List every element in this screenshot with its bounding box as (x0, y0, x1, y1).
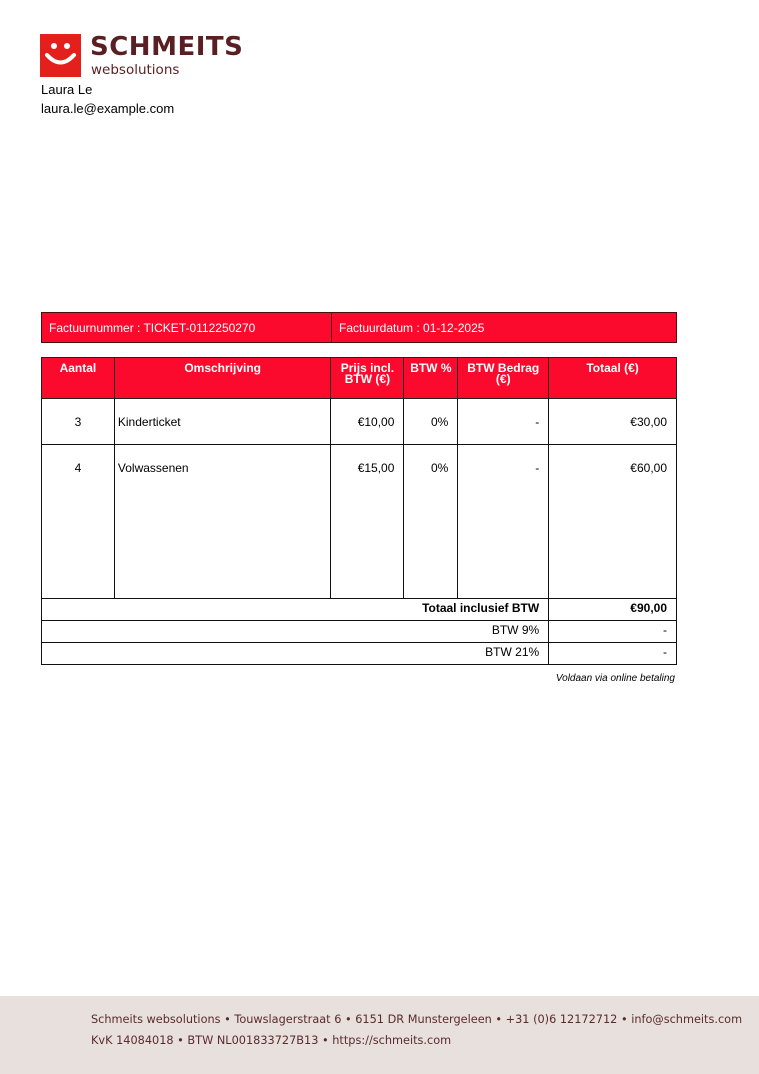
cell-total: €30,00 (549, 399, 677, 445)
total-value: €90,00 (549, 599, 677, 621)
cell-vat-pct: 0% (404, 445, 458, 599)
company-logo (40, 34, 250, 80)
header-vat-amount: BTW Bedrag (€) (458, 358, 549, 399)
footer (0, 996, 759, 1074)
vat-21-value: - (549, 643, 677, 665)
invoice-date: Factuurdatum : 01-12-2025 (339, 321, 485, 335)
total-incl-vat-row (42, 599, 677, 621)
cell-vat-amount: - (458, 399, 549, 445)
vat-9-value: - (549, 621, 677, 643)
logo-tagline: websolutions (91, 62, 180, 78)
invoice-meta (41, 312, 677, 343)
smiley-icon (40, 34, 81, 77)
header-price: Prijs incl. BTW (€) (331, 358, 404, 399)
cell-total: €60,00 (549, 445, 677, 599)
vat-9-row (42, 621, 677, 643)
cell-qty: 4 (42, 445, 115, 599)
header-total: Totaal (€) (549, 358, 677, 399)
cell-qty: 3 (42, 399, 115, 445)
customer-info (41, 80, 174, 118)
table-row (42, 445, 677, 599)
cell-description: Kinderticket (114, 399, 331, 445)
cell-vat-pct: 0% (404, 399, 458, 445)
table-header-row (42, 358, 677, 399)
footer-address: Schmeits websolutions • Touwslagerstraat 6 • 6151 DR Munstergeleen • +31 (0)6 12172712 • info@schmeits.com (91, 1013, 743, 1026)
invoice-number: Factuurnummer : TICKET-0112250270 (42, 313, 332, 342)
customer-email: laura.le@example.com (41, 101, 175, 116)
footer-registration: KvK 14084018 • BTW NL001833727B13 • https://schmeits.com (91, 1034, 452, 1047)
cell-price: €15,00 (331, 445, 404, 599)
vat-21-row (42, 643, 677, 665)
cell-price: €10,00 (331, 399, 404, 445)
header-description: Omschrijving (114, 358, 331, 399)
header-vat-pct: BTW % (404, 358, 458, 399)
vat-21-label: BTW 21% (42, 643, 549, 665)
table-row (42, 399, 677, 445)
vat-9-label: BTW 9% (42, 621, 549, 643)
payment-note: Voldaan via online betaling (555, 673, 675, 684)
invoice-table (41, 357, 677, 665)
total-label: Totaal inclusief BTW (42, 599, 549, 621)
header-qty: Aantal (42, 358, 115, 399)
customer-name: Laura Le (41, 82, 93, 97)
cell-vat-amount: - (458, 445, 549, 599)
logo-name: SCHMEITS (90, 32, 244, 62)
cell-description: Volwassenen (114, 445, 331, 599)
